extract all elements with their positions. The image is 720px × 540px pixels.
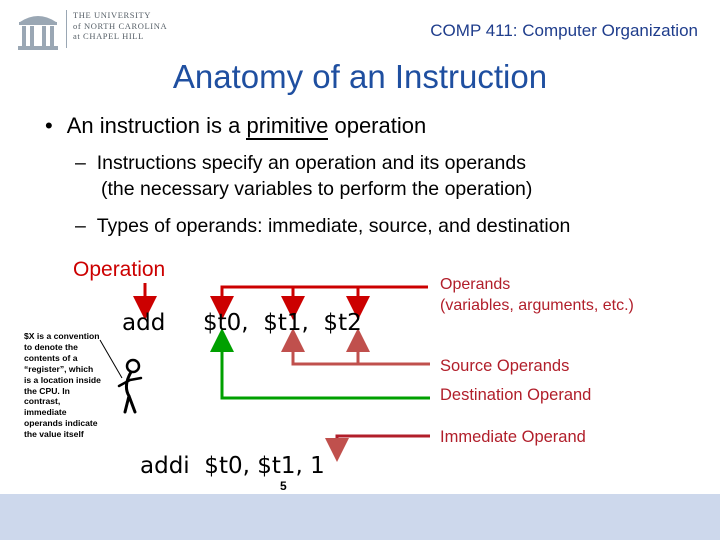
immediate-operand-label: Immediate Operand [440, 428, 586, 446]
bullet-text-after: operation [328, 113, 427, 138]
university-line-2: of NORTH CAROLINA [73, 20, 168, 31]
destination-operand-arrow [222, 343, 430, 398]
destination-operand-label: Destination Operand [440, 386, 592, 404]
operands-label [440, 274, 634, 316]
university-line-3: at CHAPEL HILL [73, 31, 144, 41]
page-number: 5 [280, 479, 287, 493]
operands-label-line-2: (variables, arguments, etc.) [440, 297, 634, 314]
stick-figure-icon [113, 356, 147, 418]
footer-bar [0, 494, 720, 540]
immediate-operand-arrow [337, 436, 430, 452]
register-note: $X is a convention to denote the contents of a “register”, which is a location inside the CPU. In contrast, immediate operands indicate the value itself [24, 331, 101, 440]
slide-title: Anatomy of an Instruction [172, 58, 548, 95]
operation-label: Operation [73, 258, 166, 281]
subbullet-1-line-a: Instructions specify an operation and its operands [96, 152, 526, 174]
subbullet-dash-2: – [75, 215, 86, 237]
subbullet-2-text: Types of operands: immediate, source, and destination [96, 215, 571, 237]
source-operands-arrow [293, 343, 430, 364]
instruction-addi: addi $t0, $t1, 1 [140, 453, 325, 479]
operands-label-line-1: Operands [440, 276, 511, 293]
bullet-text-before: An instruction is a [66, 113, 247, 138]
instruction-add-operands: $t0, $t1, $t2 [203, 310, 362, 336]
bullet-underlined-word: primitive [246, 113, 329, 138]
course-title: COMP 411: Computer Organization [430, 21, 698, 40]
source-operands-label: Source Operands [440, 357, 570, 375]
subbullet-dash-1: – [75, 152, 86, 174]
operands-bracket [222, 287, 428, 310]
subbullet-1-line-b: (the necessary variables to perform the operation) [101, 178, 533, 200]
instruction-add-opcode: add [122, 310, 166, 336]
bullet-marker: • [45, 113, 53, 138]
university-line-1: THE UNIVERSITY [73, 10, 152, 20]
